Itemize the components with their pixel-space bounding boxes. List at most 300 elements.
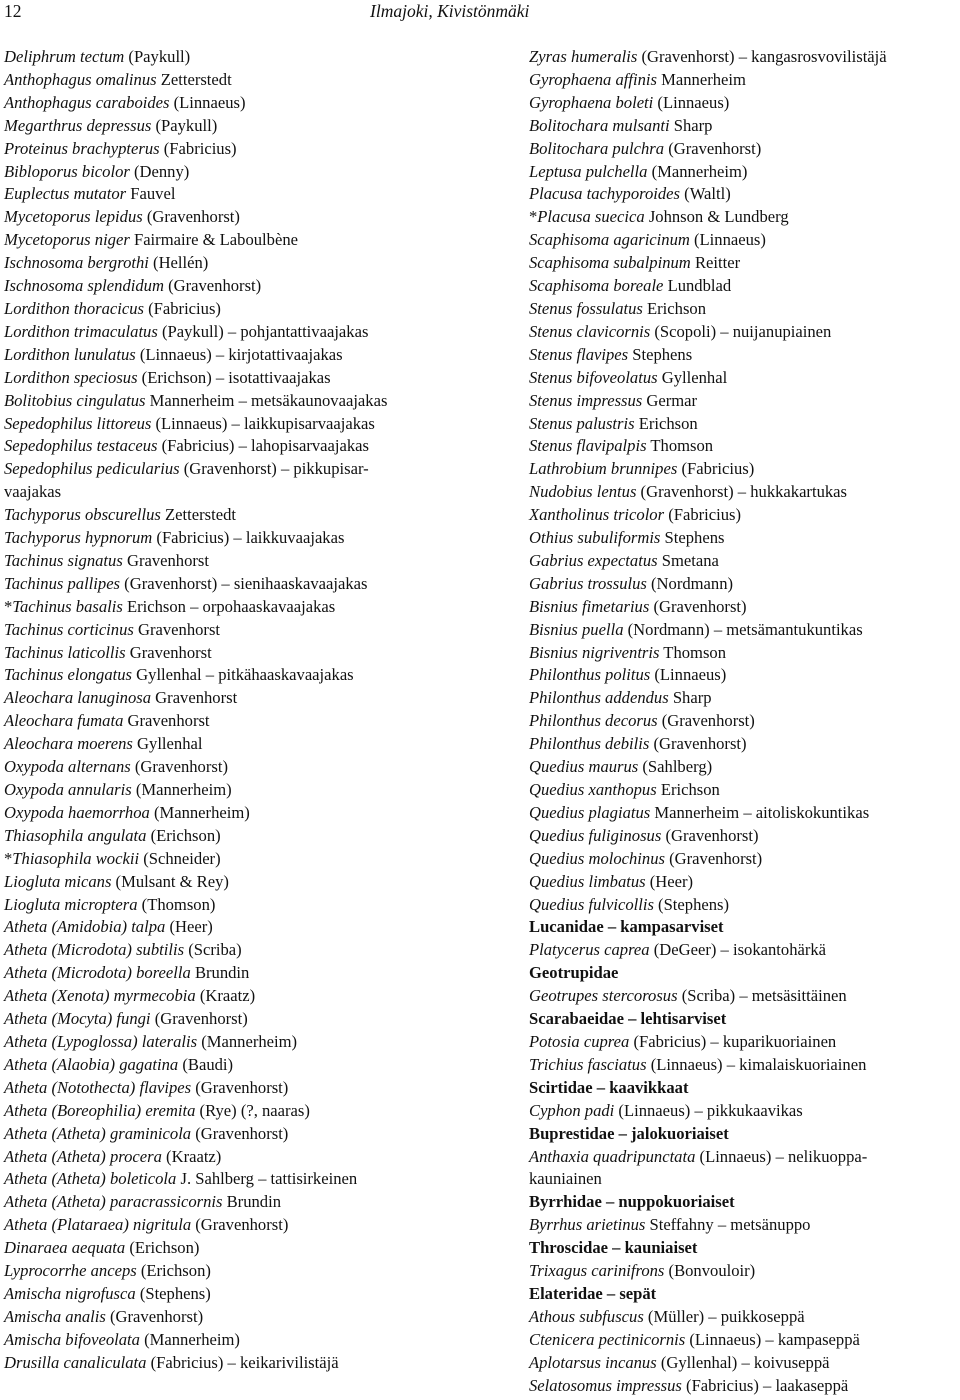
species-entry	[529, 687, 957, 710]
species-author-and-common-name: Brundin	[222, 1192, 282, 1212]
species-name: Gyrophaena affinis	[529, 69, 657, 89]
species-author-and-common-name: Erichson	[642, 298, 707, 318]
species-entry	[4, 1214, 474, 1237]
species-entry	[529, 481, 957, 504]
species-name: Bisnius fimetarius	[529, 596, 650, 616]
species-name: Atheta (Notothecta) flavipes	[4, 1077, 192, 1097]
family-heading	[529, 1077, 957, 1100]
species-entry	[4, 573, 474, 596]
species-entry	[529, 138, 957, 161]
species-entry	[529, 619, 957, 642]
species-entry	[529, 848, 957, 871]
species-entry	[4, 69, 474, 92]
species-author-and-common-name: (Linnaeus)	[689, 230, 766, 250]
species-entry	[4, 161, 474, 184]
species-name: Tachinus basalis	[12, 596, 123, 616]
species-name: Oxypoda annularis	[4, 780, 132, 799]
species-author-and-common-name: Erichson	[634, 413, 698, 433]
species-author-and-common-name: (Mannerheim)	[131, 780, 232, 799]
species-author-and-common-name: Gravenhorst	[125, 642, 212, 662]
species-author-and-common-name: Mannerheim – metsäkaunovaajakas	[145, 390, 388, 410]
species-entry	[529, 115, 957, 138]
page-number: 12	[4, 1, 22, 21]
species-entry	[529, 458, 957, 481]
species-name: Stenus fossulatus	[529, 298, 643, 318]
species-entry	[4, 916, 474, 939]
species-author-and-common-name: Mannerheim	[656, 69, 746, 89]
species-entry	[529, 1375, 957, 1398]
species-entry	[529, 1214, 957, 1237]
species-entry	[4, 46, 474, 69]
species-name: Trixagus carinifrons	[529, 1261, 665, 1281]
species-entry	[529, 1054, 957, 1077]
family-heading	[529, 1191, 957, 1214]
species-name: Atheta (Microdota) boreella	[4, 963, 191, 983]
species-author-and-common-name: (Fabricius)	[664, 505, 742, 525]
species-name: Bolitochara pulchra	[529, 138, 665, 158]
species-list-right-column	[529, 46, 957, 1397]
species-name: Anthophagus omalinus	[4, 69, 157, 89]
species-name: Leptusa pulchella	[529, 161, 648, 181]
species-entry	[529, 596, 957, 619]
species-entry	[529, 321, 957, 344]
species-entry	[4, 733, 474, 756]
species-author-and-common-name: (Gravenhorst)	[191, 1077, 289, 1097]
species-entry	[4, 642, 474, 665]
species-name: Atheta (Atheta) procera	[4, 1146, 162, 1166]
family-heading	[529, 1123, 957, 1146]
species-author-and-common-name: (Kraatz)	[161, 1146, 222, 1166]
species-name: Placusa suecica	[537, 207, 645, 227]
species-entry	[4, 321, 474, 344]
species-entry	[529, 1146, 957, 1169]
species-entry	[4, 504, 474, 527]
species-name: Thiasophila wockii	[12, 848, 140, 868]
species-author-and-common-name: Gravenhorst	[122, 550, 209, 570]
species-entry	[529, 1100, 957, 1123]
species-author-and-common-name: (Schneider)	[139, 848, 221, 868]
species-name: Oxypoda haemorrhoa	[4, 802, 150, 822]
species-author-and-common-name: Gravenhorst	[123, 711, 210, 731]
species-name: Atheta (Lypoglossa) lateralis	[4, 1031, 198, 1051]
species-entry	[529, 252, 957, 275]
species-entry	[4, 802, 474, 825]
species-entry	[4, 527, 474, 550]
species-entry	[4, 1077, 474, 1100]
species-author-and-common-name: (Sahlberg)	[638, 757, 713, 777]
species-author-and-common-name: (Scriba)	[184, 940, 242, 960]
species-entry	[529, 573, 957, 596]
family-heading-text: Byrrhidae – nuppokuoriaiset	[529, 1192, 735, 1212]
species-entry	[529, 390, 957, 413]
family-heading	[529, 1008, 957, 1031]
species-name: Atheta (Atheta) boleticola	[4, 1169, 177, 1189]
species-name: Atheta (Atheta) paracrassicornis	[4, 1192, 223, 1212]
species-name: Anthaxia quadripunctata	[529, 1146, 696, 1166]
species-author-and-common-name: (Erichson)	[125, 1238, 200, 1258]
species-author-and-common-name: (Baudi)	[178, 1054, 234, 1074]
species-author-and-common-name: (Stephens)	[135, 1283, 211, 1303]
species-name: Quedius plagiatus	[529, 802, 651, 822]
species-name: Gabrius trossulus	[529, 573, 647, 593]
species-entry	[529, 367, 957, 390]
species-author-and-common-name: Gyllenhal	[132, 734, 203, 754]
species-author-and-common-name: Erichson – orpohaaskavaajakas	[122, 596, 336, 616]
species-name: Zyras humeralis	[529, 47, 638, 66]
species-author-and-common-name: vaajakas	[4, 482, 62, 502]
species-author-and-common-name: Mannerheim – aitoliskokuntikas	[650, 802, 870, 822]
species-entry	[4, 779, 474, 802]
species-author-and-common-name: (Mannerheim)	[149, 802, 250, 822]
species-author-and-common-name: J. Sahlberg – tattisirkeinen	[176, 1169, 358, 1189]
species-author-and-common-name: Germar	[642, 390, 698, 410]
species-name: Quedius maurus	[529, 757, 639, 777]
species-author-and-common-name: (Gravenhorst)	[649, 596, 747, 616]
species-name: Geotrupes stercorosus	[529, 986, 678, 1006]
species-name: Stenus flavipes	[529, 344, 629, 364]
species-entry	[529, 871, 957, 894]
species-name: Atheta (Alaobia) gagatina	[4, 1054, 179, 1074]
species-name: Aleochara moerens	[4, 734, 133, 754]
species-entry	[4, 1260, 474, 1283]
species-author-and-common-name: (Bonvouloir)	[664, 1261, 756, 1281]
species-author-and-common-name: (Gravenhorst)	[150, 1009, 248, 1029]
species-author-and-common-name: (Heer)	[165, 917, 213, 937]
species-author-and-common-name: (Denny)	[129, 161, 190, 181]
species-author-and-common-name: (Gravenhorst)	[661, 825, 759, 845]
species-author-and-common-name: (Gravenhorst)	[664, 848, 763, 868]
species-entry	[4, 206, 474, 229]
species-author-and-common-name: (Gravenhorst)	[664, 138, 762, 158]
species-name: Byrrhus arietinus	[529, 1215, 646, 1235]
species-author-and-common-name: (Gravenhorst) – pikkupisar-	[179, 459, 369, 479]
new-record-marker: *	[529, 207, 538, 227]
species-entry	[4, 413, 474, 436]
family-heading	[529, 916, 957, 939]
species-entry	[4, 1191, 474, 1214]
species-author-and-common-name: (Linnaeus) – kirjotattivaajakas	[135, 344, 343, 364]
family-heading-text: Throscidae – kauniaiset	[529, 1238, 698, 1258]
species-entry	[4, 367, 474, 390]
species-author-and-common-name: Zetterstedt	[156, 69, 232, 89]
family-heading-text: Lucanidae – kampasarviset	[529, 917, 724, 937]
species-name: Deliphrum tectum	[4, 47, 125, 66]
species-name: Scaphisoma boreale	[529, 276, 664, 296]
species-entry	[4, 1352, 474, 1375]
species-author-and-common-name: Brundin	[190, 963, 250, 983]
species-author-and-common-name: Gravenhorst	[133, 619, 221, 639]
species-author-and-common-name: (Mulsant & Rey)	[111, 871, 229, 891]
species-entry	[529, 527, 957, 550]
species-name: Atheta (Boreophilia) eremita	[4, 1100, 196, 1120]
species-name: Quedius xanthopus	[529, 780, 657, 799]
species-name: Drusilla canaliculata	[4, 1352, 147, 1372]
species-author-and-common-name: (Erichson) – isotattivaajakas	[137, 367, 331, 387]
species-author-and-common-name: (Paykull)	[151, 115, 218, 135]
species-entry	[4, 458, 474, 481]
species-author-and-common-name: (Gravenhorst)	[657, 711, 755, 731]
species-entry	[529, 1168, 957, 1191]
species-entry	[4, 481, 474, 504]
species-name: Tachinus signatus	[4, 550, 123, 570]
species-name: Stenus palustris	[529, 413, 635, 433]
species-author-and-common-name: (Linnaeus)	[650, 665, 727, 685]
species-author-and-common-name: (Linnaeus)	[169, 92, 246, 112]
species-name: Amischa nigrofusca	[4, 1283, 136, 1303]
species-author-and-common-name: (Hellén)	[148, 253, 209, 273]
species-author-and-common-name: (Thomson)	[137, 894, 216, 914]
species-entry	[529, 504, 957, 527]
species-entry	[529, 939, 957, 962]
species-entry	[4, 939, 474, 962]
species-author-and-common-name: (DeGeer) – isokantohärkä	[649, 940, 827, 960]
species-author-and-common-name: (Fabricius)	[159, 138, 237, 158]
species-name: Lordithon trimaculatus	[4, 321, 158, 341]
species-name: Quedius molochinus	[529, 848, 665, 868]
species-author-and-common-name: (Linnaeus) – kampaseppä	[685, 1329, 860, 1349]
species-entry	[4, 710, 474, 733]
species-author-and-common-name: (Linnaeus)	[653, 92, 730, 112]
species-entry	[4, 92, 474, 115]
species-entry	[529, 344, 957, 367]
species-entry	[4, 1123, 474, 1146]
species-entry	[4, 619, 474, 642]
species-entry	[4, 825, 474, 848]
species-author-and-common-name: (Fabricius) – keikarivilistäjä	[146, 1352, 339, 1372]
species-name: Athous subfuscus	[529, 1306, 644, 1326]
species-name: Oxypoda alternans	[4, 757, 131, 777]
species-entry	[529, 92, 957, 115]
species-author-and-common-name: (Scopoli) – nuijanupiainen	[650, 321, 832, 341]
species-name: Nudobius lentus	[529, 482, 637, 502]
family-heading-text: Geotrupidae	[529, 963, 619, 983]
species-entry	[4, 1054, 474, 1077]
species-entry	[4, 115, 474, 138]
species-author-and-common-name: (Gravenhorst)	[191, 1123, 289, 1143]
species-entry	[529, 435, 957, 458]
species-entry	[4, 848, 474, 871]
page-header	[0, 0, 960, 24]
species-name: Tachinus corticinus	[4, 619, 134, 639]
species-author-and-common-name: Lundblad	[663, 276, 732, 296]
species-name: Megarthrus depressus	[4, 115, 152, 135]
species-author-and-common-name: (Heer)	[645, 871, 694, 891]
species-author-and-common-name: (Stephens)	[653, 894, 730, 914]
species-entry	[4, 985, 474, 1008]
species-author-and-common-name: (Mannerheim)	[139, 1329, 240, 1349]
species-entry	[529, 756, 957, 779]
species-name: Bolitochara mulsanti	[529, 115, 670, 135]
species-name: Trichius fasciatus	[529, 1054, 647, 1074]
family-heading-text: Elateridae – sepät	[529, 1283, 657, 1303]
species-author-and-common-name: (Nordmann) – metsämantukuntikas	[623, 619, 863, 639]
species-name: Potosia cuprea	[529, 1031, 630, 1051]
species-name: Atheta (Microdota) subtilis	[4, 940, 185, 960]
species-author-and-common-name: (Linnaeus) – pikkukaavikas	[614, 1100, 803, 1120]
species-author-and-common-name: Fauvel	[126, 184, 176, 204]
species-entry	[529, 275, 957, 298]
species-author-and-common-name: (Paykull)	[124, 47, 191, 66]
species-author-and-common-name: (Fabricius)	[143, 298, 221, 318]
species-name: Atheta (Amidobia) talpa	[4, 917, 166, 937]
family-heading-text: Scirtidae – kaavikkaat	[529, 1077, 689, 1097]
family-heading-text: Scarabaeidae – lehtisarviset	[529, 1009, 727, 1029]
species-author-and-common-name: (Gravenhorst) – hukkakartukas	[636, 482, 847, 502]
species-entry	[529, 825, 957, 848]
species-author-and-common-name: Steffahny – metsänuppo	[645, 1215, 811, 1235]
species-author-and-common-name: (Erichson)	[146, 825, 221, 845]
species-name: Aplotarsus incanus	[529, 1352, 657, 1372]
species-name: Selatosomus impressus	[529, 1375, 682, 1395]
species-name: Quedius limbatus	[529, 871, 646, 891]
species-name: Tachinus laticollis	[4, 642, 126, 662]
species-author-and-common-name: Gyllenhal – pitkähaaskavaajakas	[132, 665, 354, 685]
species-author-and-common-name: (Mannerheim)	[197, 1031, 298, 1051]
species-author-and-common-name: Zetterstedt	[160, 505, 236, 525]
species-entry	[4, 1100, 474, 1123]
species-author-and-common-name: Sharp	[668, 688, 712, 708]
species-name: Lordithon speciosus	[4, 367, 138, 387]
species-entry	[529, 985, 957, 1008]
species-author-and-common-name: Gravenhorst	[151, 688, 238, 708]
species-author-and-common-name: Thomson	[659, 642, 726, 662]
species-entry	[529, 69, 957, 92]
species-name: Ischnosoma splendidum	[4, 276, 164, 296]
species-name: Quedius fulvicollis	[529, 894, 654, 914]
species-entry	[4, 1031, 474, 1054]
species-name: Lathrobium brunnipes	[529, 459, 678, 479]
new-record-marker: *	[4, 596, 13, 616]
species-name: Lordithon thoracicus	[4, 298, 144, 318]
species-author-and-common-name: Smetana	[657, 550, 719, 570]
species-name: Cyphon padi	[529, 1100, 615, 1120]
species-entry	[4, 596, 474, 619]
species-author-and-common-name: kauniainen	[529, 1169, 602, 1189]
species-entry	[4, 229, 474, 252]
species-name: Philonthus decorus	[529, 711, 658, 731]
species-author-and-common-name: Gyllenhal	[657, 367, 728, 387]
species-name: Ctenicera pectinicornis	[529, 1329, 686, 1349]
species-name: Stenus flavipalpis	[529, 436, 647, 456]
species-author-and-common-name: (Gyllenhal) – koivuseppä	[656, 1352, 830, 1372]
species-author-and-common-name: (Kraatz)	[195, 986, 256, 1006]
species-name: Euplectus mutator	[4, 184, 127, 204]
species-name: Tachinus elongatus	[4, 665, 133, 685]
species-name: Atheta (Xenota) myrmecobia	[4, 986, 196, 1006]
species-name: Quedius fuliginosus	[529, 825, 662, 845]
family-heading	[529, 962, 957, 985]
family-heading	[529, 1283, 957, 1306]
species-name: Mycetoporus niger	[4, 230, 130, 250]
species-entry	[4, 871, 474, 894]
species-name: Bolitobius cingulatus	[4, 390, 146, 410]
species-name: Gabrius expectatus	[529, 550, 658, 570]
species-entry	[529, 642, 957, 665]
species-author-and-common-name: (Erichson)	[136, 1261, 211, 1281]
species-author-and-common-name: (Fabricius)	[677, 459, 755, 479]
species-entry	[529, 161, 957, 184]
species-entry	[4, 664, 474, 687]
species-entry	[4, 344, 474, 367]
species-author-and-common-name: (Nordmann)	[646, 573, 734, 593]
species-entry	[4, 687, 474, 710]
species-entry	[529, 664, 957, 687]
species-list-left-column	[4, 46, 474, 1375]
species-name: Aleochara lanuginosa	[4, 688, 152, 708]
species-name: Amischa analis	[4, 1306, 106, 1326]
species-author-and-common-name: (Gravenhorst)	[105, 1306, 204, 1326]
species-author-and-common-name: (Waltl)	[680, 184, 731, 204]
species-entry	[529, 46, 957, 69]
species-entry	[4, 183, 474, 206]
species-name: Philonthus debilis	[529, 734, 650, 754]
species-author-and-common-name: Sharp	[669, 115, 713, 135]
species-entry	[529, 206, 957, 229]
species-author-and-common-name: Erichson	[656, 780, 720, 799]
species-entry	[4, 894, 474, 917]
species-author-and-common-name: (Gravenhorst) – kangasrosvovilistäjä	[637, 47, 887, 66]
species-author-and-common-name: (Gravenhorst)	[130, 757, 228, 777]
species-author-and-common-name: (Fabricius) – laakaseppä	[681, 1375, 849, 1395]
species-entry	[4, 275, 474, 298]
species-name: Stenus clavicornis	[529, 321, 651, 341]
species-name: Bisnius puella	[529, 619, 624, 639]
new-record-marker: *	[4, 848, 13, 868]
species-entry	[529, 229, 957, 252]
species-name: Tachyporus obscurellus	[4, 505, 161, 525]
species-name: Lyprocorrhe anceps	[4, 1261, 137, 1281]
species-entry	[4, 756, 474, 779]
species-entry	[529, 733, 957, 756]
species-name: Aleochara fumata	[4, 711, 124, 731]
species-author-and-common-name: (Gravenhorst)	[142, 207, 240, 227]
species-name: Dinaraea aequata	[4, 1238, 126, 1258]
species-entry	[529, 802, 957, 825]
species-name: Bisnius nigriventris	[529, 642, 660, 662]
species-entry	[4, 1306, 474, 1329]
family-heading	[529, 1237, 957, 1260]
species-entry	[4, 252, 474, 275]
species-name: Sepedophilus testaceus	[4, 436, 158, 456]
species-author-and-common-name: (Scriba) – metsäsittäinen	[677, 986, 847, 1006]
species-author-and-common-name: Stephens	[660, 528, 725, 548]
species-entry	[4, 550, 474, 573]
species-entry	[4, 1283, 474, 1306]
species-author-and-common-name: (Paykull) – pohjantattivaajakas	[157, 321, 369, 341]
species-author-and-common-name: Johnson & Lundberg	[644, 207, 789, 227]
species-name: Sepedophilus pedicularius	[4, 459, 180, 479]
species-name: Bibloporus bicolor	[4, 161, 130, 181]
species-author-and-common-name: (Mannerheim)	[647, 161, 748, 181]
species-name: Amischa bifoveolata	[4, 1329, 140, 1349]
species-name: Gyrophaena boleti	[529, 92, 654, 112]
species-name: Placusa tachyporoides	[529, 184, 681, 204]
species-name: Anthophagus caraboides	[4, 92, 170, 112]
species-name: Atheta (Atheta) graminicola	[4, 1123, 192, 1143]
species-entry	[529, 779, 957, 802]
species-entry	[529, 1352, 957, 1375]
species-name: Scaphisoma agaricinum	[529, 230, 690, 250]
species-entry	[4, 1237, 474, 1260]
species-author-and-common-name: (Linnaeus) – kimalaiskuoriainen	[646, 1054, 867, 1074]
species-author-and-common-name: Fairmaire & Laboulbène	[129, 230, 298, 250]
species-author-and-common-name: (Gravenhorst) – sienihaaskavaajakas	[120, 573, 368, 593]
species-author-and-common-name: Reitter	[690, 253, 741, 273]
species-name: Atheta (Mocyta) fungi	[4, 1009, 151, 1029]
species-entry	[529, 1260, 957, 1283]
species-entry	[4, 138, 474, 161]
family-heading-text: Buprestidae – jalokuoriaiset	[529, 1123, 729, 1143]
